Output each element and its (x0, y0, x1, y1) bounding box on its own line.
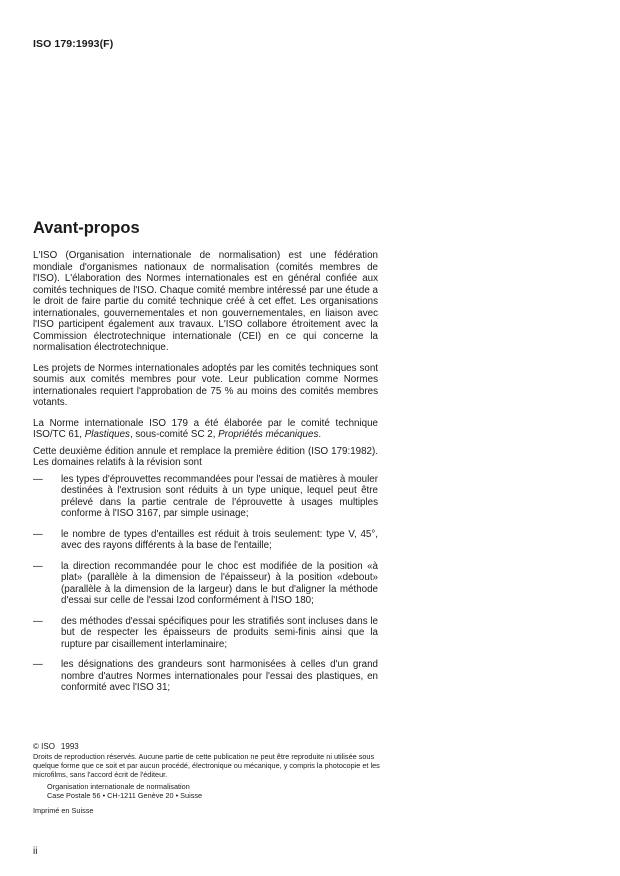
paragraph-voting: Les projets de Normes internationales adoptés par les comités techniques sont soumis aux comités membres pour vote. Leur publication comme Normes internationales requiert l'approbation de 75 % au moins des comités membres votants. (33, 362, 378, 408)
list-dash: — (33, 560, 43, 572)
list-item-text: les types d'éprouvettes recommandées pour l'essai de matières à mouler destinées à l'extrusion sont réduits à un type unique, lequel peut être prélevé dans la partie centrale de l'éprouvette à usages multiples conforme à l'ISO 3167, par simple usinage; (61, 473, 378, 519)
list-item-text: les désignations des grandeurs sont harmonisées à celles d'un grand nombre d'autres Normes internationales pour l'essai des plastiques, en conformité avec l'ISO 31; (61, 659, 378, 693)
list-item-text: la direction recommandée pour le choc est modifiée de la position «à plat» (parallèle à la dimension de l'épaisseur) à la position «debout» (parallèle à la dimension de la largeur) dans le but d'aligner la méthode d'essai sur celle de l'essai Izod conformément à l'ISO 180; (61, 560, 378, 606)
committee-text-e: . (318, 429, 322, 440)
page-number: ii (33, 846, 38, 857)
paragraph-edition: Cette deuxième édition annule et remplace la première édition (ISO 179:1982). Les domaines relatifs à la révision sont (33, 445, 378, 468)
printed-in: Imprimé en Suisse (33, 806, 94, 815)
list-item (33, 616, 378, 651)
list-item-text: des méthodes d'essai spécifiques pour les stratifiés sont incluses dans le but de respecter les épaisseurs de produits semi-finis ainsi que la rupture par cisaillement interlaminaire; (61, 615, 378, 650)
list-item-text: le nombre de types d'entailles est réduit à trois seulement: type V, 45°, avec des rayons différents à la base de l'entaille; (61, 528, 378, 551)
committee-text-c: , sous-comité SC 2, (129, 429, 219, 440)
foreword-body (33, 250, 378, 703)
list-dash: — (33, 528, 43, 540)
list-dash: — (33, 659, 43, 670)
paragraph-iso-description: L'ISO (Organisation internationale de normalisation) est une fédération mondiale d'organismes nationaux de normalisation (comités membres de l'ISO). L'élaboration des Normes internationales est en général confiée aux comités techniques de l'ISO. Chaque comité membre intéressé par une étude a le droit de faire partie du comité technique créé à cet effet. Les organisations internationales, gouvernementales et non gouvernementales, en liaison avec l'ISO participent également aux travaux. L'ISO collabore étroitement avec la Commission électrotechnique internationale (CEI) en ce qui concerne la normalisation électrotechnique. (33, 250, 378, 353)
list-item (33, 561, 378, 607)
list-dash: — (33, 615, 43, 627)
copyright-year: 1993 (60, 742, 79, 751)
list-dash: — (33, 473, 43, 485)
copyright-symbol: © (33, 742, 39, 751)
copyright-owner: ISO (41, 742, 55, 751)
list-item (33, 529, 378, 552)
page-title: Avant-propos (33, 219, 140, 237)
committee-name: Plastiques (84, 429, 130, 440)
list-item (33, 659, 378, 694)
document-header: ISO 179:1993(F) (33, 38, 114, 50)
copyright-block (33, 742, 383, 815)
organisation-address: Case Postale 56 • CH-1211 Genève 20 • Suisse (47, 791, 203, 800)
copyright-line (33, 742, 383, 751)
list-item (33, 474, 378, 520)
revision-list (33, 474, 378, 694)
subcommittee-name: Propriétés mécaniques (218, 429, 319, 440)
copyright-notice: Droits de reproduction réservés. Aucune partie de cette publication ne peut être reproduite ni utilisée sous quelque forme que ce soit et par aucun procédé, électronique ou mécanique, y compris la photocopie et les microfilms, sans l'accord écrit de l'éditeur. (33, 752, 380, 779)
committee-text-a: La Norme internationale ISO 179 a été élaborée par le comité technique ISO/TC 61, (33, 417, 378, 440)
paragraph-committee (33, 418, 378, 441)
organisation-name: Organisation internationale de normalisation (47, 782, 190, 791)
